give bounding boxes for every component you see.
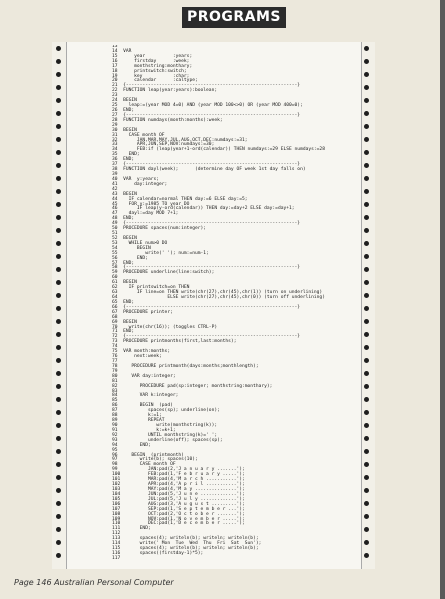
code-line: 102 APR:pad(4,'A p r i l ...........'); [112, 482, 245, 488]
sprocket-hole [56, 215, 61, 220]
code-line: 53 WHILE num>0 DO [112, 240, 168, 246]
sprocket-hole [364, 202, 369, 207]
sprocket-hole [56, 72, 61, 77]
code-line: 40 VAR y:years; [112, 176, 160, 182]
sprocket-hole [364, 475, 369, 480]
page-spine [440, 0, 445, 599]
sprocket-hole [56, 423, 61, 428]
sprocket-hole [56, 397, 61, 402]
sprocket-hole [364, 397, 369, 402]
sprocket-hole [56, 540, 61, 545]
code-line: 82 PROCEDURE pad(sp:integer; monthstring:monthary); [112, 383, 273, 389]
code-line: 68 [112, 314, 118, 320]
code-line: 71 END; [112, 329, 135, 335]
sprocket-hole [56, 189, 61, 194]
sprocket-hole [364, 410, 369, 415]
sprocket-hole [56, 449, 61, 454]
sprocket-hole [364, 527, 369, 532]
sprocket-hole [56, 514, 61, 519]
code-line: 51 [112, 231, 118, 237]
code-line: 30 BEGIN [112, 127, 137, 133]
code-line: 95 [112, 447, 118, 453]
code-line: 17 monthstring:monthary; [112, 63, 193, 69]
code-line: 31 CASE month OF [112, 132, 165, 138]
sprocket-hole [364, 358, 369, 363]
code-line: 26 END; [112, 107, 135, 113]
sprocket-hole [364, 98, 369, 103]
sprocket-hole [364, 124, 369, 129]
page-title: PROGRAMS [182, 7, 286, 28]
sprocket-hole [56, 475, 61, 480]
sprocket-hole [56, 254, 61, 259]
sprocket-hole [56, 85, 61, 90]
code-line: 93 underline(off); spaces(sp); [112, 437, 223, 443]
code-line: 70 write(chr(16)); (toggles CTRL-P) [112, 324, 218, 330]
code-line: 108 OCT:pad(2,'O c t o b e r .......'); [112, 511, 245, 517]
code-line: 61 BEGIN [112, 280, 137, 286]
code-line: 111 END; [112, 526, 151, 532]
code-line: 63 IF line=on THEN write(chr(27),chr(45),chr(1)) (turn on underlining) [112, 290, 323, 296]
code-line: 49 {--------------------------------------------------------------} [112, 221, 301, 227]
code-line: 88 k:=1; [112, 413, 162, 419]
code-line: 37 {--------------------------------------------------------------} [112, 162, 301, 168]
sprocket-hole [56, 488, 61, 493]
sprocket-hole [364, 488, 369, 493]
code-line: 90 write(monthstring(k)); [112, 422, 218, 428]
code-line: 78 PROCEDURE printmonth(days:months;monthlength); [112, 363, 259, 369]
sprocket-hole [56, 228, 61, 233]
code-line: 56 END; [112, 255, 148, 261]
code-line: 27 {--------------------------------------------------------------} [112, 112, 301, 118]
sprocket-hole [364, 501, 369, 506]
sprocket-hole [364, 189, 369, 194]
sprocket-hole [364, 215, 369, 220]
sprocket-hole [56, 410, 61, 415]
sprocket-hole [364, 423, 369, 428]
code-line: 18 printswitch:switch; [112, 68, 187, 74]
sprocket-hole [56, 280, 61, 285]
code-line: 32 JAN,MAR,MAY,JUL,AUG,OCT,DEC:numdays:=31; [112, 137, 248, 143]
sprocket-hole [56, 501, 61, 506]
sprocket-hole [56, 293, 61, 298]
sprocket-hole [364, 293, 369, 298]
code-line: 85 [112, 398, 118, 404]
sprocket-hole [56, 59, 61, 64]
code-line: 80 VAR day:integer; [112, 373, 176, 379]
sprocket-hole [364, 345, 369, 350]
code-line: 45 FOR y:=1985 TO year DO [112, 201, 190, 207]
sprocket-hole [364, 462, 369, 467]
code-line: 89 REPEAT [112, 418, 165, 424]
sprocket-hole [56, 98, 61, 103]
code-line: 75 VAR month:months; [112, 349, 171, 355]
code-line: 29 [112, 122, 118, 128]
sprocket-hole [56, 241, 61, 246]
code-line: 54 BEGIN [112, 245, 151, 251]
code-line: 74 [112, 344, 118, 350]
code-line: 48 END; [112, 216, 135, 222]
code-line: 58 {--------------------------------------------------------------} [112, 265, 301, 271]
code-line: 98 CASE month OF [112, 462, 176, 468]
sprocket-hole [56, 384, 61, 389]
code-line: 114 write(' Mon Tue Wed Thu Fri Sat Sun'); [112, 541, 262, 547]
code-line: 21 {--------------------------------------------------------------} [112, 83, 301, 89]
code-line: 38 FUNCTION dayl(week); (determine day OF week 1st day falls on) [112, 167, 306, 173]
code-line: 100 FEB:pad(1,'F e b r u a r y .....'); [112, 472, 245, 478]
code-line: 103 MAY:pad(4,'M a y ...............'); [112, 486, 245, 492]
sprocket-hole [364, 280, 369, 285]
code-line: 59 PROCEDURE underline(line:switch); [112, 270, 215, 276]
code-line: 109 NOV:pad(1,'N o v e m b e r .....'); [112, 516, 245, 522]
code-line: 79 [112, 368, 118, 374]
code-line: 65 END; [112, 299, 135, 305]
sprocket-hole [56, 46, 61, 51]
sprocket-hole [364, 449, 369, 454]
sprocket-hole [364, 306, 369, 311]
sprocket-hole [56, 527, 61, 532]
code-line: 86 BEGIN (pad) [112, 403, 173, 409]
sprocket-hole [56, 345, 61, 350]
sprocket-hole [364, 514, 369, 519]
code-line: 67 PROCEDURE printer; [112, 309, 173, 315]
sprocket-hole [364, 59, 369, 64]
code-line: 112 [112, 531, 121, 537]
code-line: 50 PROCEDURE spaces(num:integer); [112, 226, 207, 232]
sprocket-hole [364, 72, 369, 77]
sprocket-hole [364, 319, 369, 324]
code-line: 99 JAN:pad(2,'J a n u a r y .......'); [112, 467, 245, 473]
sprocket-hole [56, 371, 61, 376]
code-line: 76 next:week; [112, 354, 162, 360]
sprocket-hole [364, 267, 369, 272]
code-line: 83 [112, 388, 118, 394]
sprocket-hole [56, 124, 61, 129]
code-line: 35 END; [112, 152, 140, 158]
code-line: 77 [112, 359, 118, 364]
sprocket-hole [56, 137, 61, 142]
code-listing [112, 45, 358, 565]
code-line: 57 END; [112, 260, 135, 266]
page-footer: Page 146 Australian Personal Computer [14, 578, 174, 587]
code-line: 20 calendar :caltype; [112, 78, 198, 84]
sprocket-hole [56, 150, 61, 155]
code-line: 84 VAR k:integer; [112, 393, 179, 399]
code-line: 28 FUNCTION numdays(month:months):week; [112, 117, 223, 123]
code-line: 64 ELSE write(chr(27),chr(45),chr(0)) (turn off underlining) [112, 295, 325, 301]
code-line: 47 dayl:=day MOD 7+1; [112, 211, 179, 217]
code-line: 116 spaces((firstday-1)*5); [112, 550, 204, 556]
sprocket-hole [56, 319, 61, 324]
code-line: 107 SEP:pad(1,'S e p t e m b e r ...'); [112, 506, 245, 512]
sprocket-hole [364, 553, 369, 558]
sprocket-hole [364, 384, 369, 389]
code-line: 34 FEB:if (leap(year+1-ord(calendar)) THEN numdays:=29 ELSE numdays:=28 [112, 147, 325, 153]
code-line: 24 BEGIN [112, 98, 137, 104]
code-line: 104 JUN:pad(5,'J u n e .............'); [112, 491, 245, 497]
code-line: 115 spaces(4); writeln(b); writeln; writeln(b); [112, 546, 259, 552]
sprocket-hole [56, 176, 61, 181]
code-line: 22 FUNCTION leap(year:years):boolean; [112, 88, 218, 94]
sprocket-hole [56, 462, 61, 467]
sprocket-hole [56, 163, 61, 168]
sprocket-hole [364, 241, 369, 246]
code-line: 39 [112, 171, 118, 177]
sprocket-hole [364, 176, 369, 181]
sprocket-hole [364, 371, 369, 376]
code-line: 41 day:integer; [112, 181, 168, 187]
code-line: 73 PROCEDURE printmonths(first,last:months); [112, 339, 237, 345]
code-line: 105 JUL:pad(5,'J u l y .............'); [112, 496, 245, 502]
code-line: 97 write(b); spaces(10); [112, 457, 198, 463]
code-line: 43 BEGIN [112, 191, 137, 197]
sprocket-hole [56, 332, 61, 337]
code-line: 72 {--------------------------------------------------------------} [112, 334, 301, 340]
code-line: 66 {--------------------------------------------------------------} [112, 304, 301, 310]
sprocket-hole [56, 267, 61, 272]
code-line: 44 IF calendar=normal THEN day:=6 ELSE day:=5; [112, 196, 248, 202]
code-line: 87 spaces(sp); underline(on); [112, 408, 220, 414]
code-line: 101 MAR:pad(4,'M a r c h ...........'); [112, 477, 245, 483]
sprocket-hole [56, 436, 61, 441]
sprocket-hole [364, 436, 369, 441]
code-line: 25 leap:=(year MOD 4=0) AND (year MOD 100<>0) OR (year MOD 400=0); [112, 103, 303, 109]
sprocket-hole [56, 111, 61, 116]
code-line: 14 VAR [112, 48, 132, 54]
sprocket-hole [56, 202, 61, 207]
code-line: 69 BEGIN [112, 319, 137, 325]
code-line: 94 END; [112, 442, 151, 448]
sprocket-hole [364, 137, 369, 142]
code-line: 16 firstday :week; [112, 58, 190, 64]
code-line: 19 key :char; [112, 73, 190, 79]
code-line: 96 BEGIN (printmonth) [112, 452, 184, 458]
code-line: 91 k:=k+1; [112, 427, 176, 433]
code-line: 106 AUG:pad(3,'A u g u s t .........'); [112, 501, 245, 507]
code-line: 55 write(' '); num:=num-1; [112, 250, 209, 256]
code-line: 62 IF printswitch=on THEN [112, 285, 190, 291]
sprocket-hole [56, 358, 61, 363]
sprocket-hole [364, 111, 369, 116]
sprocket-hole [364, 150, 369, 155]
sprocket-hole [364, 254, 369, 259]
code-line: 33 APR,JUN,SEP,NOV:numdays:=30; [112, 142, 215, 148]
sprocket-hole [56, 306, 61, 311]
code-line: 92 UNTIL monthstring(k)=' '; [112, 432, 218, 438]
code-line: 42 [112, 186, 118, 192]
sprocket-hole [56, 553, 61, 558]
code-line: 52 BEGIN [112, 235, 137, 241]
code-line: 81 [112, 378, 118, 384]
code-line: 13 [112, 45, 118, 49]
sprocket-hole [364, 540, 369, 545]
code-line: 110 DEC:pad(1,'D e c e m b e r .....'); [112, 521, 245, 527]
sprocket-hole [364, 332, 369, 337]
code-line: 23 [112, 93, 118, 99]
code-line: 113 spaces(4); writeln(b); writeln; writeln(b); [112, 536, 259, 542]
code-line: 117 [112, 555, 121, 561]
sprocket-hole [364, 163, 369, 168]
sprocket-hole [364, 46, 369, 51]
code-line: 46 IF leap(y-ord(calendar)) THEN day:=day+2 ELSE day:=day+1; [112, 206, 295, 212]
sprocket-hole [364, 228, 369, 233]
sprocket-hole [364, 85, 369, 90]
code-line: 36 END; [112, 157, 135, 163]
code-line: 60 [112, 275, 118, 281]
code-line: 15 year :years; [112, 53, 193, 59]
